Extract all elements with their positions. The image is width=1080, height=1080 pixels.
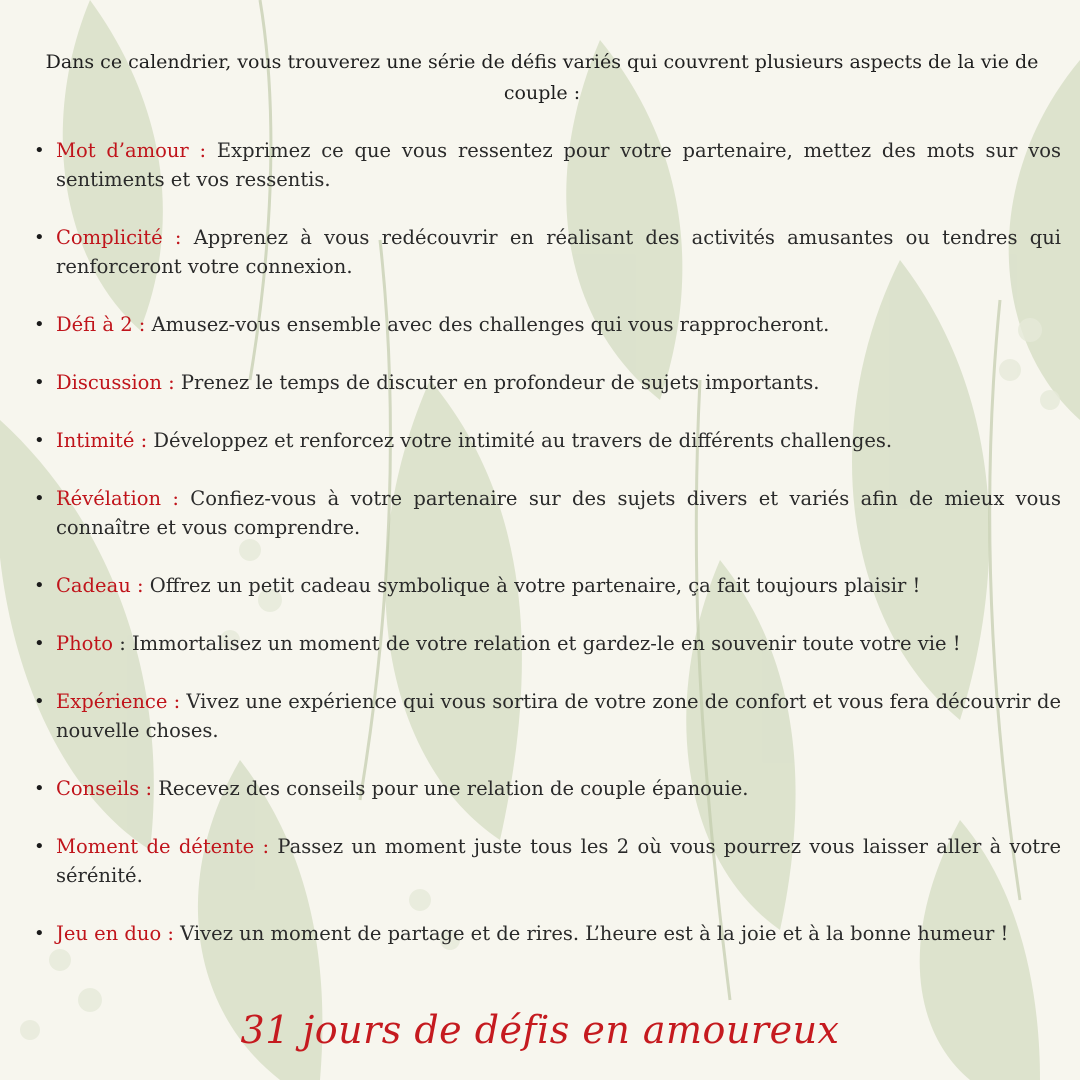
bullet-icon: • <box>34 575 45 596</box>
bullet-icon: • <box>34 430 45 451</box>
list-item <box>34 223 1061 281</box>
item-keyword: Cadeau : <box>56 574 144 597</box>
item-description: Amusez-vous ensemble avec des challenges qui vous rapprocheront. <box>145 313 830 336</box>
list-item <box>34 687 1061 745</box>
item-description: Offrez un petit cadeau symbolique à votre partenaire, ça fait toujours plaisir ! <box>143 574 921 597</box>
item-description: Vivez une expérience qui vous sortira de votre zone de confort et vous fera découvrir de nouvelle choses. <box>56 690 1061 742</box>
item-keyword: Moment de détente : <box>56 835 270 858</box>
item-keyword: Expérience : <box>56 690 181 713</box>
bullet-icon: • <box>34 314 45 335</box>
page-title: 31 jours de défis en amoureux <box>240 1008 840 1052</box>
item-keyword: Révélation : <box>56 487 179 510</box>
bullet-icon: • <box>34 778 45 799</box>
item-keyword: Photo <box>56 632 113 655</box>
list-item <box>34 571 1061 600</box>
item-description: Recevez des conseils pour une relation de couple épanouie. <box>152 777 749 800</box>
bullet-icon: • <box>34 836 45 857</box>
intro-text: Dans ce calendrier, vous trouverez une série de défis variés qui couvrent plusieurs aspects de la vie de couple : <box>45 51 1039 104</box>
bullet-icon: • <box>34 227 45 248</box>
list-item <box>34 832 1062 890</box>
item-keyword: Intimité : <box>56 429 148 452</box>
item-description: Vivez un moment de partage et de rires. L’heure est à la joie et à la bonne humeur ! <box>173 922 1009 945</box>
bullet-icon: • <box>34 488 45 509</box>
list-item <box>34 484 1061 542</box>
item-keyword: Conseils : <box>56 777 153 800</box>
item-keyword: Mot d’amour : <box>56 139 207 162</box>
item-description: Confiez-vous à votre partenaire sur des sujets divers et variés afin de mieux vous connaître et vous comprendre. <box>56 487 1061 539</box>
item-keyword: Complicité : <box>56 226 182 249</box>
bullet-icon: • <box>34 633 45 654</box>
item-description: Passez un moment juste tous les 2 où vous pourrez vous laisser aller à votre sérénité. <box>56 835 1062 887</box>
bullet-icon: • <box>34 140 45 161</box>
list-item <box>34 136 1061 194</box>
item-keyword: Défi à 2 : <box>56 313 146 336</box>
list-item <box>34 919 1061 948</box>
list-item <box>34 310 1061 339</box>
bullet-icon: • <box>34 372 45 393</box>
item-description: : Immortalisez un moment de votre relation et gardez-le en souvenir toute votre vie ! <box>113 632 961 655</box>
item-keyword: Jeu en duo : <box>56 922 174 945</box>
item-keyword: Discussion : <box>56 371 175 394</box>
item-description: Prenez le temps de discuter en profondeur de sujets importants. <box>174 371 820 394</box>
item-description: Développez et renforcez votre intimité au travers de différents challenges. <box>147 429 893 452</box>
bullet-icon: • <box>34 923 45 944</box>
list-item <box>34 368 1061 397</box>
list-item <box>34 629 1061 658</box>
list-item <box>34 426 1061 455</box>
list-item <box>34 774 1061 803</box>
item-description: Apprenez à vous redécouvrir en réalisant des activités amusantes ou tendres qui renforceront votre connexion. <box>56 226 1061 278</box>
bullet-icon: • <box>34 691 45 712</box>
item-description: Exprimez ce que vous ressentez pour votre partenaire, mettez des mots sur vos sentiments et vos ressentis. <box>56 139 1061 191</box>
